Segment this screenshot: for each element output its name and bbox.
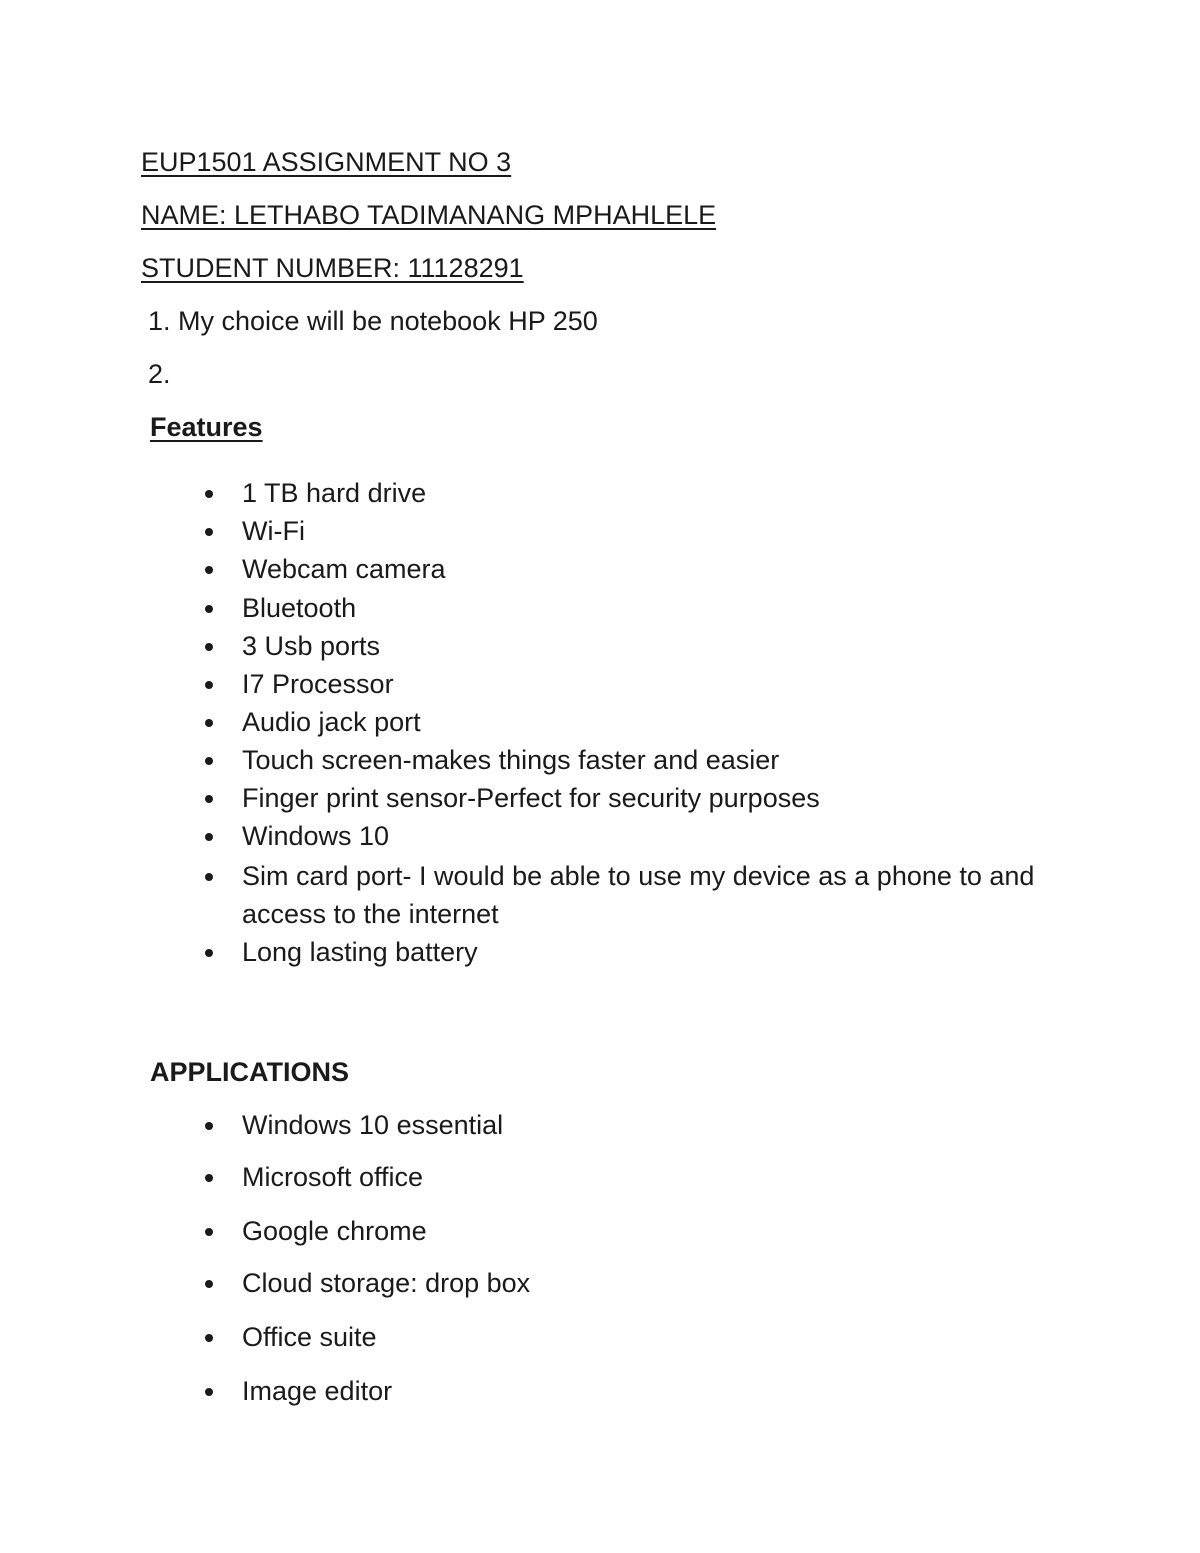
feature-item: 3 Usb ports — [242, 631, 381, 661]
application-item: Office suite — [242, 1322, 377, 1352]
bullet-icon — [205, 1122, 213, 1130]
assignment-title: EUP1501 ASSIGNMENT NO 3 — [141, 147, 512, 177]
application-item: Image editor — [242, 1376, 393, 1406]
bullet-icon — [205, 1174, 213, 1182]
application-item: Windows 10 essential — [242, 1110, 504, 1140]
feature-item: Finger print sensor-Perfect for security purposes — [242, 783, 820, 813]
answer-1: 1. My choice will be notebook HP 250 — [148, 306, 598, 336]
bullet-icon — [205, 566, 213, 574]
applications-heading: APPLICATIONS — [150, 1057, 350, 1087]
bullet-icon — [205, 795, 213, 803]
feature-item: Bluetooth — [242, 593, 357, 623]
bullet-icon — [205, 1280, 213, 1288]
bullet-icon — [205, 949, 213, 957]
bullet-icon — [205, 681, 213, 689]
application-item: Google chrome — [242, 1216, 427, 1246]
bullet-icon — [205, 719, 213, 727]
feature-item: Audio jack port — [242, 707, 421, 737]
feature-item: Sim card port- I would be able to use my device as a phone to and access to the internet — [242, 861, 1035, 929]
student-number: STUDENT NUMBER: 11128291 — [141, 253, 524, 283]
feature-item: I7 Processor — [242, 669, 394, 699]
bullet-icon — [205, 873, 213, 881]
answer-2: 2. — [148, 359, 171, 389]
feature-item: 1 TB hard drive — [242, 478, 427, 508]
bullet-icon — [205, 1228, 213, 1236]
bullet-icon — [205, 833, 213, 841]
bullet-icon — [205, 1388, 213, 1396]
bullet-icon — [205, 528, 213, 536]
application-item: Microsoft office — [242, 1162, 424, 1192]
application-item: Cloud storage: drop box — [242, 1268, 531, 1298]
bullet-icon — [205, 605, 213, 613]
student-name: NAME: LETHABO TADIMANANG MPHAHLELE — [141, 200, 717, 230]
feature-item: Webcam camera — [242, 554, 446, 584]
feature-item: Touch screen-makes things faster and easier — [242, 745, 780, 775]
feature-item: Windows 10 — [242, 821, 390, 851]
bullet-icon — [205, 1334, 213, 1342]
feature-item: Wi-Fi — [242, 516, 305, 546]
bullet-icon — [205, 643, 213, 651]
bullet-icon — [205, 490, 213, 498]
bullet-icon — [205, 757, 213, 765]
features-heading: Features — [150, 412, 263, 442]
feature-item: Long lasting battery — [242, 937, 478, 967]
